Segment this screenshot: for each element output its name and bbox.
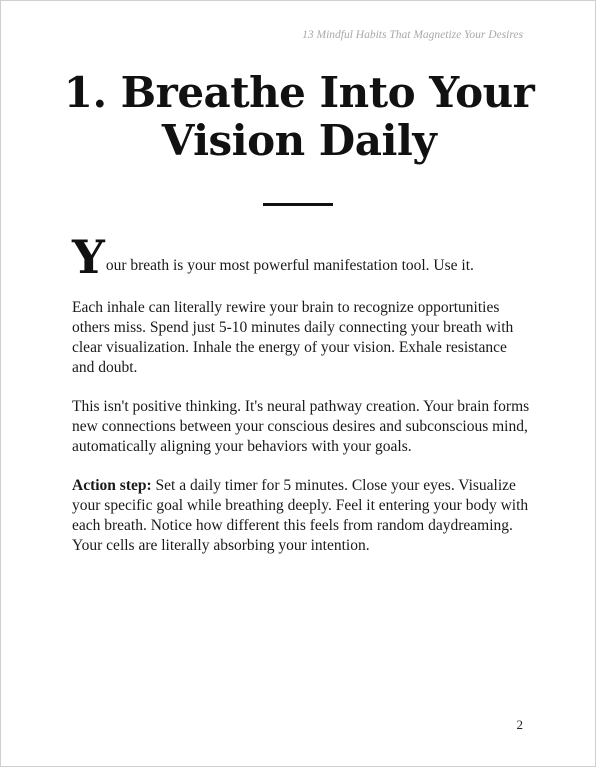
chapter-title-line-2: Vision Daily	[161, 116, 437, 165]
action-step-paragraph	[72, 476, 532, 556]
running-header: 13 Mindful Habits That Magnetize Your Desires	[302, 29, 523, 41]
action-step-text: Set a daily timer for 5 minutes. Close your eyes. Visualize your specific goal while breathing deeply. Feel it entering your body with each breath. Notice how different this feels from random daydreaming. Your cells are literally absorbing your intention.	[72, 477, 529, 554]
chapter-body	[72, 230, 532, 575]
title-divider	[263, 203, 333, 206]
page-number: 2	[516, 717, 523, 732]
drop-cap: Y	[72, 230, 105, 284]
chapter-title	[41, 69, 557, 165]
body-paragraph-1: Each inhale can literally rewire your brain to recognize opportunities others miss. Spend just 5-10 minutes daily connecting your breath with clear visualization. Inhale the energy of your vision. Exhale resistance and doubt.	[72, 299, 514, 376]
body-paragraph-2: This isn't positive thinking. It's neural pathway creation. Your brain forms new connections between your conscious desires and subconscious mind, automatically aligning your behaviors with your goals.	[72, 398, 530, 455]
chapter-title-line-1: 1. Breathe Into Your	[63, 68, 535, 117]
lead-text: our breath is your most powerful manifestation tool. Use it.	[105, 257, 474, 274]
action-step-label: Action step:	[72, 477, 152, 494]
lead-paragraph	[72, 230, 532, 284]
